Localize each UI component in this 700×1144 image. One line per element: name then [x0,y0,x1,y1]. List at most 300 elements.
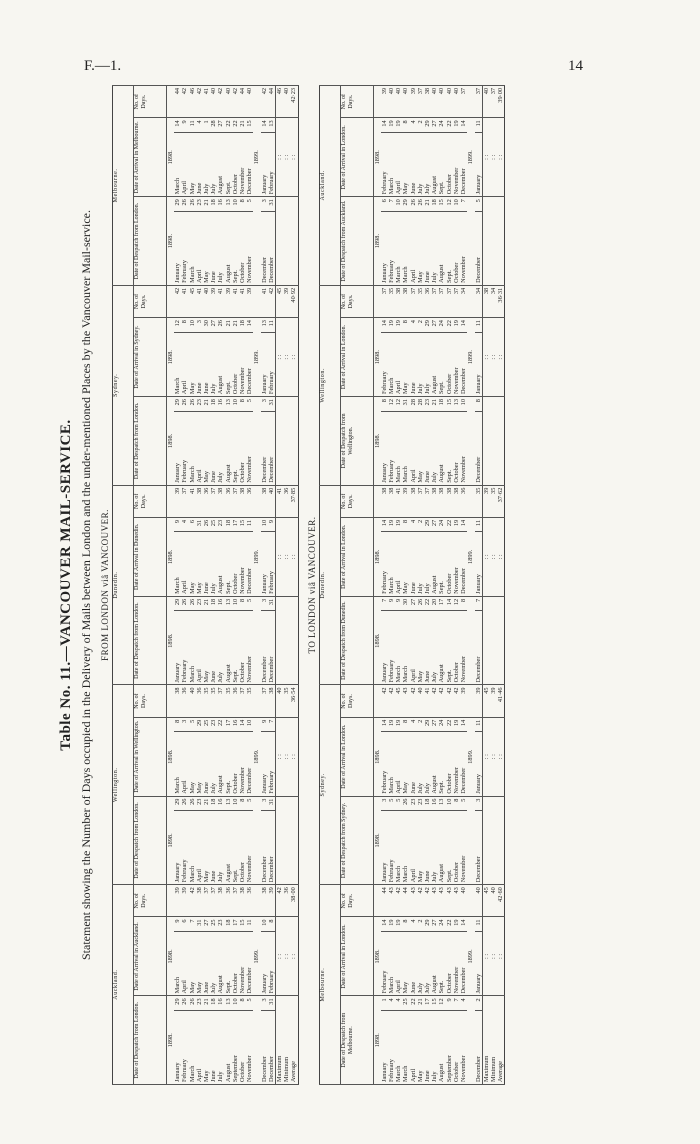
arrival-month: October [232,732,239,796]
despatch-month: June [210,411,217,485]
arrival-day: 11 [475,717,483,732]
year-label: 1898. [373,517,381,596]
days-count: 44 [268,86,276,118]
despatch-day: 8 [239,996,246,1011]
arrival-month: August [217,931,224,995]
stat-dots: : : [497,917,505,996]
despatch-month: Sept. [232,211,239,285]
despatch-month: September [232,1010,239,1084]
days-count: 36 [246,485,253,517]
days-count: 44 [174,86,181,118]
stat-label [283,197,290,286]
arrival-day: 10 [189,318,196,333]
arrival-day: 22 [446,517,453,532]
despatch-day: 29 [174,996,181,1011]
stat-value: 40 [276,685,284,717]
table-subtitle: Statement showing the Number of Days occupied in the Delivery of Mails between London and the under-mentioned Places by the Vancouver Mail-service. [79,210,93,960]
despatch-month: May [417,611,424,685]
days-count: 38 [261,485,268,517]
arrival-month: June [410,332,417,396]
arrival-day: 25 [203,717,210,732]
despatch-day: 8 [453,796,460,811]
days-count: 37 [261,685,268,717]
blank-cell [467,485,474,517]
despatch-month: January [174,411,181,485]
arrival-day: 14 [460,118,467,133]
despatch-month: March [395,411,402,485]
table-row [475,86,483,1085]
despatch-day: 8 [381,397,388,412]
despatch-day: 23 [417,796,424,811]
despatch-day: 10 [232,596,239,611]
days-count: 35 [475,485,483,517]
arrival-day: 11 [246,517,253,532]
despatch-day: 4 [395,996,402,1011]
year-label: 1899. [467,517,474,596]
despatch-day: 10 [232,197,239,212]
arrival-day: 3 [196,318,203,333]
column-header: Date of Arrival in Auckland. [134,917,167,996]
year-label: 1898. [373,596,381,685]
arrival-day: 18 [225,517,232,532]
arrival-day: 31 [196,517,203,532]
days-count: 42 [174,285,181,317]
despatch-month: November [460,611,467,685]
arrival-month: January [475,931,483,995]
arrival-month: March [388,132,395,196]
despatch-day: 6 [381,197,388,212]
despatch-day: 21 [431,397,438,412]
despatch-month: July [431,1010,438,1084]
arrival-month: June [203,732,210,796]
stat-value: 38 [482,285,490,317]
days-count: 35 [246,685,253,717]
arrival-day: 5 [189,717,196,732]
arrival-month: May [196,931,203,995]
year-label [467,397,474,486]
days-count: 37 [460,86,467,118]
arrival-month: June [196,332,203,396]
despatch-month: October [453,411,460,485]
despatch-day: 26 [417,197,424,212]
stat-value: 37·62 [497,485,505,517]
arrival-month: February [268,532,276,596]
despatch-day: 26 [181,796,188,811]
arrival-month: June [410,132,417,196]
year-label: 1898. [373,796,381,885]
despatch-month: August [438,811,445,885]
stat-label [290,596,298,685]
arrival-month: May [196,532,203,596]
days-count: 36 [460,485,467,517]
stat-label: Maximum [482,996,490,1085]
days-count: 40 [402,86,409,118]
days-count: 41 [217,285,224,317]
arrival-day: 29 [196,717,203,732]
arrival-day: 2 [417,517,424,532]
year-label: 1898. [167,917,175,996]
despatch-day: 10 [395,197,402,212]
despatch-month: July [217,411,224,485]
table-row [395,86,402,1085]
arrival-day: 24 [438,118,445,133]
column-header: Date of Arrival in Wellington. [134,717,167,796]
arrival-month: December [460,132,467,196]
arrival-month: February [268,732,276,796]
arrival-month: November [453,332,460,396]
arrival-month: August [431,931,438,995]
despatch-day: 3 [261,996,268,1011]
blank-cell [467,685,474,717]
arrival-month: August [431,332,438,396]
arrival-month: November [453,532,460,596]
arrival-day: 22 [446,917,453,932]
despatch-month: October [239,1010,246,1084]
arrival-day: 27 [431,717,438,732]
year-label [253,596,260,685]
table-row [453,86,460,1085]
despatch-month: May [203,211,210,285]
despatch-day: 13 [225,397,232,412]
column-header: No. of Days. [134,285,167,317]
arrival-month: May [189,132,196,196]
arrival-month: November [453,732,460,796]
table-row [417,86,424,1085]
days-count: 42 [446,685,453,717]
despatch-month: July [431,811,438,885]
arrival-month: May [402,732,409,796]
despatch-month: December [475,411,483,485]
arrival-day: 15 [239,917,246,932]
arrival-month: December [246,532,253,596]
arrival-month: May [189,332,196,396]
arrival-month: June [410,931,417,995]
despatch-day: 10 [232,397,239,412]
days-count: 36 [203,485,210,517]
arrival-day: 18 [225,917,232,932]
days-count: 35 [210,685,217,717]
despatch-day: 9 [388,596,395,611]
arrival-day: 8 [402,717,409,732]
despatch-month: December [261,411,268,485]
column-header: No. of Days. [340,885,373,917]
arrival-month: June [196,132,203,196]
despatch-day: 13 [453,397,460,412]
despatch-month: December [475,611,483,685]
stat-dots: : : [482,917,490,996]
stat-dots: : : [497,118,505,197]
despatch-day: 5 [246,996,253,1011]
days-count: 44 [402,885,409,917]
stat-value: 35 [283,685,290,717]
despatch-month: March [402,411,409,485]
arrival-day: 19 [395,917,402,932]
despatch-day: 13 [225,596,232,611]
arrival-month: June [203,332,210,396]
days-count: 38 [196,885,203,917]
table-row [268,86,276,1085]
arrival-month: March [174,132,181,196]
despatch-month: July [431,211,438,285]
days-count: 42 [381,685,388,717]
arrival-day: 26 [203,517,210,532]
despatch-day: 18 [210,796,217,811]
days-count: 42 [453,685,460,717]
stat-label [283,796,290,885]
stat-value: 40 [482,86,490,118]
despatch-month: April [410,811,417,885]
despatch-month: January [381,611,388,685]
days-count: 35 [417,285,424,317]
group-heading: Auckland. [319,86,340,286]
despatch-month: March [189,211,196,285]
despatch-day: 22 [410,996,417,1011]
column-header: No. of Days. [340,685,373,717]
year-label: 1899. [253,318,260,397]
days-count: 44 [239,86,246,118]
arrival-month: August [217,732,224,796]
despatch-month: January [381,211,388,285]
despatch-day: 7 [381,596,388,611]
arrival-day: 9 [174,917,181,932]
column-header: Date of Arrival in London. [340,318,373,397]
arrival-month: January [475,132,483,196]
stat-label [290,796,298,885]
despatch-day: 18 [210,397,217,412]
despatch-month: March [402,611,409,685]
arrival-month: October [232,532,239,596]
days-count: 37 [417,86,424,118]
group-heading: Wellington. [319,285,340,485]
despatch-month: June [424,211,431,285]
year-label: 1898. [373,917,381,996]
days-count: 44 [381,885,388,917]
arrival-day: 29 [424,318,431,333]
despatch-day: 12 [446,197,453,212]
column-header: Date of Arrival in London. [340,118,373,197]
stat-label [490,397,497,486]
days-count: 38 [446,485,453,517]
arrival-day: 12 [174,318,181,333]
arrival-day: 30 [203,318,210,333]
despatch-day: 5 [246,397,253,412]
arrival-day: 14 [381,717,388,732]
despatch-day: 7 [460,197,467,212]
days-count: 37 [203,885,210,917]
days-count: 38 [261,885,268,917]
stat-label [497,796,505,885]
despatch-day: 13 [225,796,232,811]
blank-cell [167,485,175,517]
days-count: 40 [210,86,217,118]
arrival-day: 4 [410,118,417,133]
stat-dots: : : [290,717,298,796]
arrival-month: November [239,931,246,995]
stat-label: Minimum [283,996,290,1085]
arrival-month: August [217,332,224,396]
days-count: 40 [225,86,232,118]
despatch-month: Sept. [232,811,239,885]
days-count: 41 [395,485,402,517]
arrival-day: 13 [268,118,276,133]
days-count: 37 [381,285,388,317]
despatch-day: 4 [388,996,395,1011]
despatch-month: July [217,211,224,285]
arrival-day: 27 [431,517,438,532]
stat-value: 37·85 [290,485,298,517]
mail-table [319,85,506,1085]
arrival-month: November [239,132,246,196]
stat-dots: : : [283,517,290,596]
arrival-month: April [181,532,188,596]
section-heading: TO LONDON viâ VANCOUVER. [306,516,317,654]
despatch-day: 1 [381,996,388,1011]
despatch-month: June [210,611,217,685]
arrival-month: July [210,532,217,596]
blank-cell [253,485,260,517]
arrival-month: February [268,332,276,396]
stat-value: 46 [276,86,284,118]
year-label [253,197,260,286]
stat-value: 36 [283,885,290,917]
arrival-month: October [232,332,239,396]
arrival-day: 8 [174,717,181,732]
days-count: 38 [438,485,445,517]
arrival-month: May [189,931,196,995]
column-header: Date of Despatch from London. [134,197,167,286]
arrival-month: Sept. [438,332,445,396]
stat-dots: : : [490,517,497,596]
arrival-month: July [424,931,431,995]
stat-dots: : : [290,118,298,197]
despatch-month: Sept. [232,611,239,685]
arrival-day: 18 [239,318,246,333]
despatch-day: 14 [446,596,453,611]
despatch-month: December [475,211,483,285]
arrival-month: Sept. [438,931,445,995]
despatch-day: 26 [189,596,196,611]
days-count: 41 [232,285,239,317]
despatch-day: 7 [453,996,460,1011]
despatch-day: 21 [203,397,210,412]
days-count: 39 [210,285,217,317]
despatch-day: 26 [189,996,196,1011]
despatch-day: 17 [438,596,445,611]
despatch-month: January [381,811,388,885]
arrival-month: April [395,931,402,995]
despatch-month: December [261,811,268,885]
arrival-day: 24 [438,717,445,732]
despatch-month: August [225,1010,232,1084]
despatch-day: 23 [196,796,203,811]
year-label: 1898. [373,717,381,796]
days-count: 43 [388,885,395,917]
stat-dots: : : [497,318,505,397]
arrival-day: 19 [395,517,402,532]
despatch-day: 21 [424,197,431,212]
despatch-month: February [388,811,395,885]
stat-dots: : : [497,517,505,596]
blank-cell [373,885,381,917]
table-row [181,86,188,1085]
stat-dots: : : [276,318,284,397]
despatch-day: 3 [261,596,268,611]
days-count: 42 [189,885,196,917]
days-count: 42 [431,685,438,717]
despatch-month: March [402,1010,409,1084]
arrival-day: 14 [460,318,467,333]
despatch-day: 22 [424,596,431,611]
days-count: 41 [261,285,268,317]
section-heading: FROM LONDON viâ VANCOUVER. [100,509,110,661]
days-count: 37 [431,285,438,317]
arrival-day: 11 [189,118,196,133]
days-count: 41 [181,285,188,317]
stat-label [283,596,290,685]
despatch-day: 23 [196,197,203,212]
stat-label [497,596,505,685]
despatch-day: 18 [210,596,217,611]
despatch-day: 26 [181,596,188,611]
year-label: 1899. [467,917,474,996]
despatch-month: January [174,211,181,285]
arrival-day: 23 [217,517,224,532]
arrival-month: July [203,132,210,196]
arrival-day: 17 [232,917,239,932]
stats-row [497,86,505,1085]
despatch-month: May [417,1010,424,1084]
arrival-month: February [381,732,388,796]
stat-dots: : : [482,118,490,197]
year-label [467,796,474,885]
despatch-day: 3 [261,397,268,412]
year-label [253,397,260,486]
year-label [253,796,260,885]
despatch-day: 20 [431,596,438,611]
year-label: 1898. [373,318,381,397]
arrival-day: 19 [453,917,460,932]
despatch-day: 23 [196,996,203,1011]
arrival-month: April [181,931,188,995]
despatch-day: 18 [210,197,217,212]
despatch-month: February [181,811,188,885]
despatch-day: 26 [181,397,188,412]
despatch-month: October [239,811,246,885]
despatch-day: 5 [388,796,395,811]
arrival-month: May [196,732,203,796]
arrival-day: 4 [181,517,188,532]
days-count: 36 [225,485,232,517]
arrival-day: 10 [261,517,268,532]
arrival-day: 27 [431,318,438,333]
year-label: 1898. [167,717,175,796]
despatch-month: September [446,1010,453,1084]
mail-table [112,85,299,1085]
blank-cell [373,285,381,317]
days-count: 37 [475,86,483,118]
days-count: 37 [232,885,239,917]
group-heading: Sydney. [319,685,340,885]
arrival-month: May [402,532,409,596]
year-label: 1899. [253,717,260,796]
despatch-day: 7 [475,596,483,611]
arrival-month: December [460,332,467,396]
despatch-day: 16 [217,996,224,1011]
stat-dots: : : [283,318,290,397]
year-label: 1898. [167,118,175,197]
column-header: Date of Arrival in London. [340,517,373,596]
arrival-month: March [388,732,395,796]
